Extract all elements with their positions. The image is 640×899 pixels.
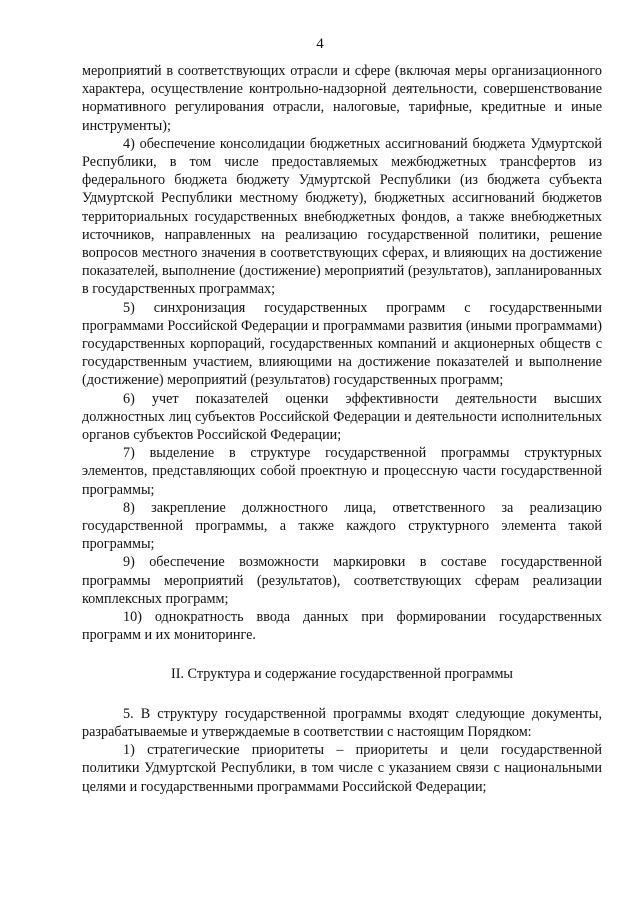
list-item-4: 4) обеспечение консолидации бюджетных ассигнований бюджета Удмуртской Республики, в том числе предоставляемых межбюджетных трансфертов из федерального бюджета бюджету Удмуртской Республики (из бюджета субъекта Удмуртской Республики местному бюджету), бюджетных ассигнований бюджетов территориальных государственных внебюджетных фондов, а также внебюджетных источников, направленных на реализацию государственной политики, решение вопросов местного значения в соответствующих сферах, и влияющих на достижение показателей, выполнение (достижение) мероприятий (результатов), запланированных в государственных программах; bbox=[82, 135, 602, 298]
list-item-6: 6) учет показателей оценки эффективности деятельности высших должностных лиц субъектов Российской Федерации и деятельности исполнительных органов субъектов Российской Федерации; bbox=[82, 390, 602, 444]
list-item-10: 10) однократность ввода данных при формировании государственных программ и их мониторинге. bbox=[82, 609, 602, 644]
section-heading: II. Структура и содержание государственной программы bbox=[171, 665, 513, 682]
document-body bbox=[82, 62, 602, 796]
list-item-8: 8) закрепление должностного лица, ответственного за реализацию государственной программы, а также каждого структурного элемента такой программы; bbox=[82, 499, 602, 553]
list-item-9: 9) обеспечение возможности маркировки в составе государственной программы мероприятий (результатов), соответствующих сферам реализации комплексных программ; bbox=[82, 554, 602, 607]
clause-5-item-1: 1) стратегические приоритеты – приоритеты и цели государственной политики Удмуртской Республики, в том числе с указанием связи с национальными целями и государственными программами Российской Федерации; bbox=[82, 742, 602, 795]
list-item-7: 7) выделение в структуре государственной программы структурных элементов, представляющих собой проектную и процессную части государственной программы; bbox=[82, 445, 602, 498]
list-item-5: 5) синхронизация государственных программ с государственными программами Российской Федерации и программами развития (иными программами) государственных корпораций, государственных компаний и акционерных обществ с государственным участием, влияющими на достижение показателей и выполнение (достижение) мероприятий (результатов) государственных программ; bbox=[82, 299, 602, 389]
clause-5: 5. В структуру государственной программы входят следующие документы, разрабатываемые и утверждаемые в соответствии с настоящим Порядком: bbox=[82, 705, 602, 740]
paragraph-continuation: мероприятий в соответствующих отрасли и сфере (включая меры организационного характера, осуществление контрольно-надзорной деятельности, совершенствование нормативного регулирования отрасли, налоговые, тарифные, кредитные и иные инструменты); bbox=[82, 63, 602, 134]
page-number: 4 bbox=[316, 36, 324, 52]
